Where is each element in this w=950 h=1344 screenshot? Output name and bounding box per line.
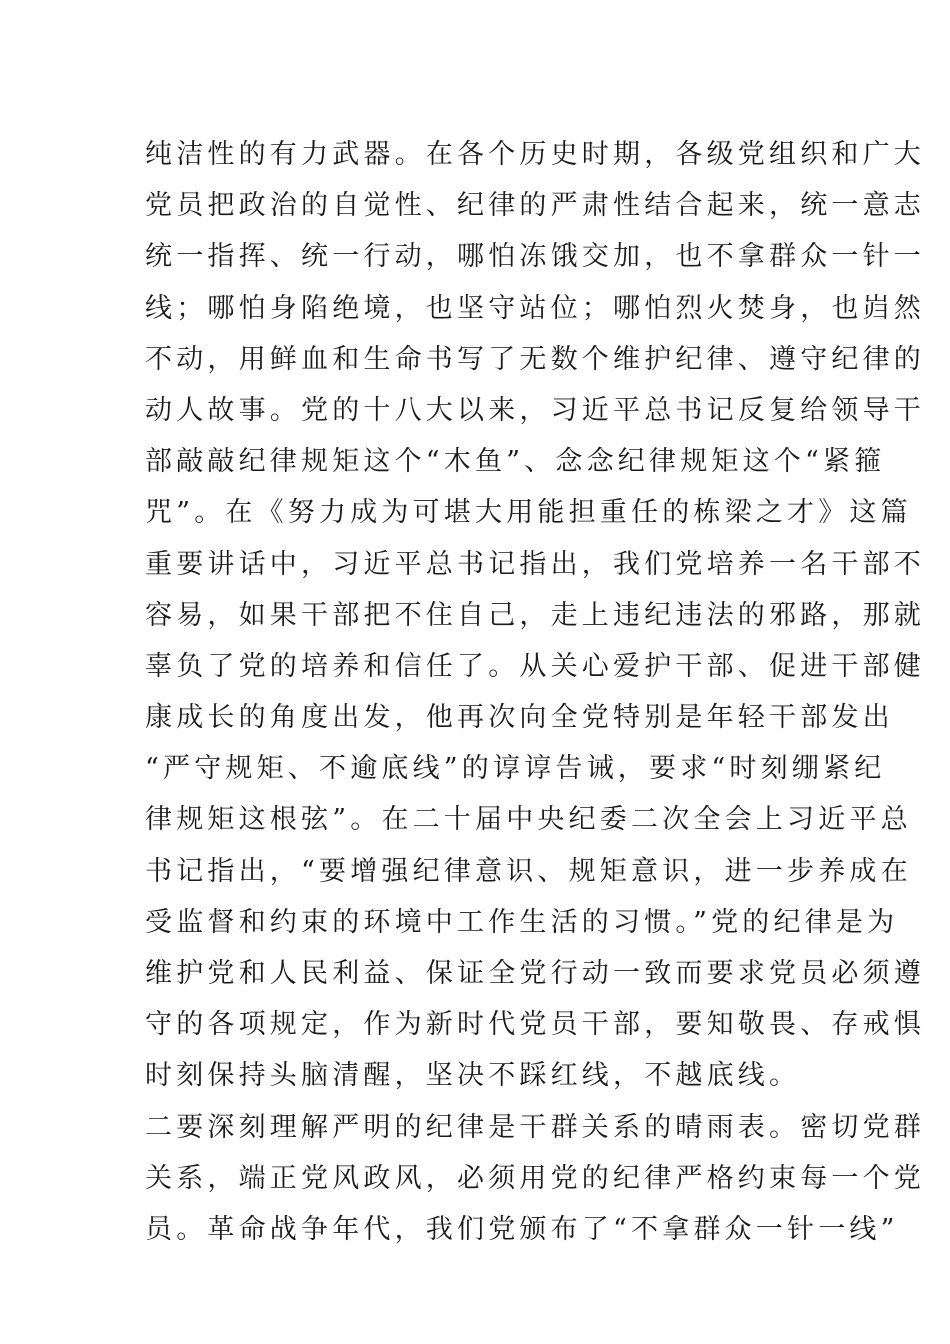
text-line: 受监督和约束的环境中工作生活的习惯。”党的纪律是为: [145, 906, 899, 938]
text-line: 纯洁性的有力武器。在各个历史时期，各级党组织和广大: [145, 139, 925, 170]
text-line: 动人故事。党的十八大以来，习近平总书记反复给领导干: [145, 394, 925, 426]
text-line: 容易，如果干部把不住自己，走上违纪违法的邪路，那就: [145, 599, 925, 631]
text-line: 重要讲话中，习近平总书记指出，我们党培养一名干部不: [145, 548, 925, 580]
text-line: 时刻保持头脑清醒，坚决不踩红线，不越底线。: [145, 1060, 801, 1092]
text-line: “严守规矩、不逾底线”的谆谆告诫，要求“时刻绷紧纪: [145, 753, 886, 785]
text-line: 辜负了党的培养和信任了。从关心爱护干部、促进干部健: [145, 650, 925, 682]
body-text: [145, 129, 925, 1255]
text-line: 部敲敲纪律规矩这个“木鱼”、念念纪律规矩这个“紧箍: [145, 446, 886, 478]
text-line: 统一指挥、统一行动，哪怕冻饿交加，也不拿群众一针一: [145, 241, 925, 273]
text-line: 员。革命战争年代，我们党颁布了“不拿群众一针一线”: [145, 1213, 899, 1245]
text-line: 维护党和人民利益、保证全党行动一致而要求党员必须遵: [145, 958, 925, 989]
text-line: 律规矩这根弦”。在二十届中央纪委二次全会上习近平总: [145, 804, 912, 836]
text-line: 不动，用鲜血和生命书写了无数个维护纪律、遵守纪律的: [145, 343, 925, 375]
text-line: 守的各项规定，作为新时代党员干部，要知敬畏、存戒惧: [145, 1009, 925, 1041]
text-line: 康成长的角度出发，他再次向全党特别是年轻干部发出: [145, 702, 894, 734]
text-line: 线；哪怕身陷绝境，也坚守站位；哪怕烈火焚身，也岿然: [145, 292, 925, 324]
text-line: 咒”。在《努力成为可堪大用能担重任的栋梁之才》这篇: [145, 497, 912, 529]
text-line: 二要深刻理解严明的纪律是干群关系的晴雨表。密切党群: [145, 1111, 925, 1143]
text-line: 关系，端正党风政风，必须用党的纪律严格约束每一个党: [145, 1162, 925, 1194]
text-line: 党员把政治的自觉性、纪律的严肃性结合起来，统一意志: [145, 190, 925, 222]
text-line: 书记指出，“要增强纪律意识、规矩意识，进一步养成在: [145, 855, 912, 887]
